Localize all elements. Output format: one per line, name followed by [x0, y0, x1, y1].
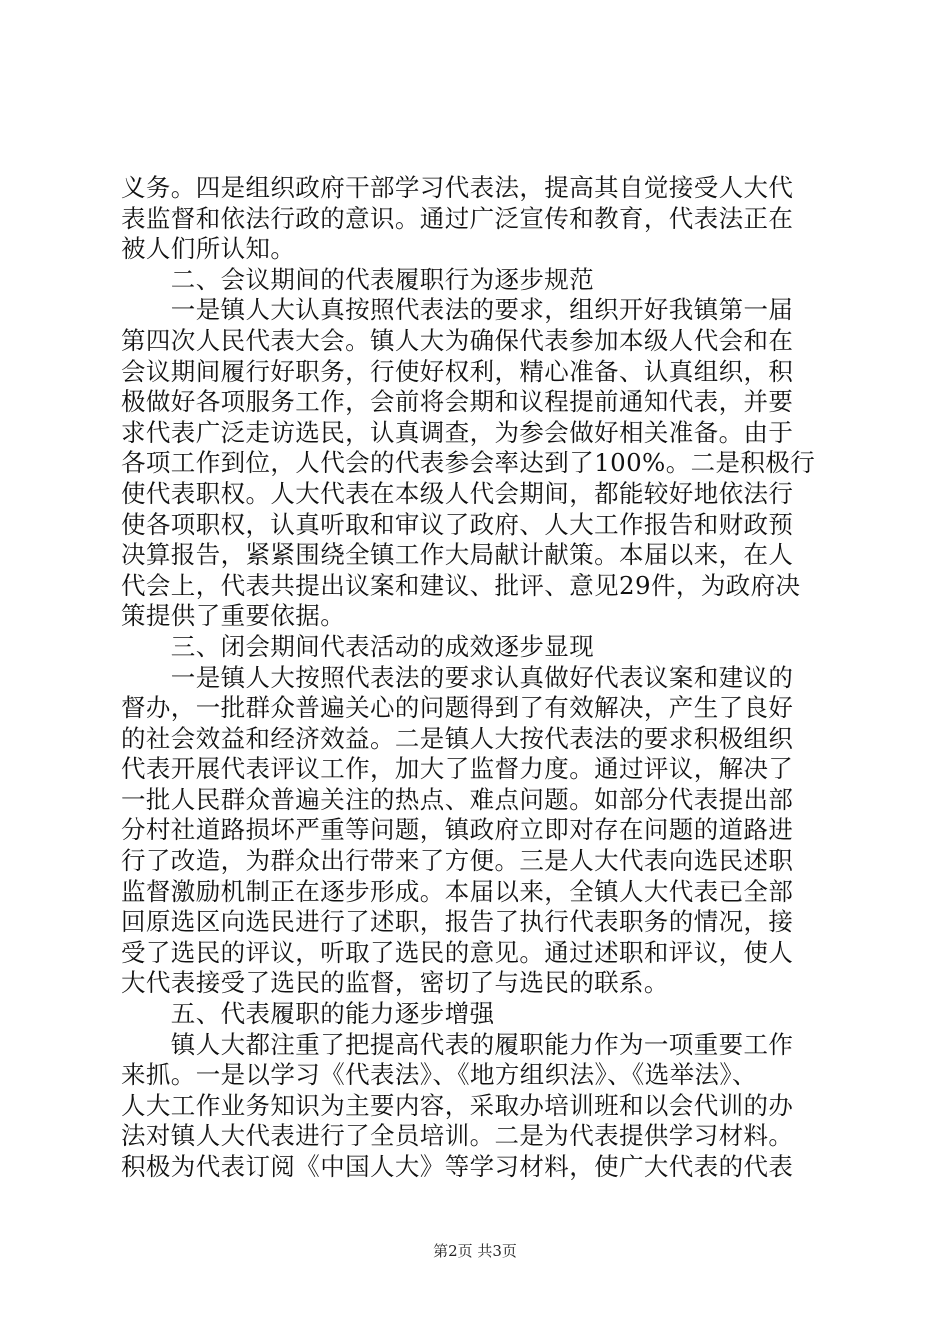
text-line: 回原选区向选民进行了述职，报告了执行代表职务的情况，接 [121, 907, 794, 937]
text-line: 代表开展代表评议工作，加大了监督力度。通过评议，解决了 [121, 754, 794, 784]
document-body [121, 173, 836, 1183]
text-line: 一是镇人大按照代表法的要求认真做好代表议案和建议的 [121, 662, 794, 692]
text-line: 法对镇人大代表进行了全员培训。二是为代表提供学习材料。 [121, 1121, 794, 1151]
text-line: 表监督和依法行政的意识。通过广泛宣传和教育，代表法正在 [121, 203, 794, 233]
text-line: 求代表广泛走访选民，认真调查，为参会做好相关准备。由于 [121, 417, 794, 447]
text-line: 行了改造，为群众出行带来了方便。三是人大代表向选民述职 [121, 846, 794, 876]
text-line: 被人们所认知。 [121, 234, 296, 264]
text-line: 受了选民的评议，听取了选民的意见。通过述职和评议，使人 [121, 937, 794, 967]
text-line: 一批人民群众普遍关注的热点、难点问题。如部分代表提出部 [121, 784, 794, 814]
text-line: 督办，一批群众普遍关心的问题得到了有效解决，产生了良好 [121, 693, 794, 723]
text-line: 分村社道路损坏严重等问题，镇政府立即对存在问题的道路进 [121, 815, 794, 845]
text-line: 积极为代表订阅《中国人大》等学习材料，使广大代表的代表 [121, 1152, 794, 1181]
text-line: 监督激励机制正在逐步形成。本届以来，全镇人大代表已全部 [121, 876, 794, 906]
text-line: 来抓。一是以学习《代表法》、《地方组织法》、《选举法》、 [121, 1060, 757, 1090]
text-line: 使各项职权，认真听取和审议了政府、人大工作报告和财政预 [121, 509, 794, 539]
page-footer: 第2页 共3页 [433, 1242, 517, 1260]
text-line: 一是镇人大认真按照代表法的要求，组织开好我镇第一届 [121, 295, 794, 325]
text-line: 决算报告，紧紧围绕全镇工作大局献计献策。本届以来，在人 [121, 540, 794, 570]
text-line: 大代表接受了选民的监督，密切了与选民的联系。 [121, 968, 669, 998]
section-heading: 三、闭会期间代表活动的成效逐步显现 [121, 631, 595, 661]
text-line: 第四次人民代表大会。镇人大为确保代表参加本级人代会和在 [121, 325, 794, 355]
text-line: 各项工作到位，人代会的代表参会率达到了100%。二是积极行 [121, 448, 816, 478]
section-heading: 二、会议期间的代表履职行为逐步规范 [121, 264, 595, 294]
text-line: 镇人大都注重了把提高代表的履职能力作为一项重要工作 [121, 1029, 794, 1059]
text-line: 使代表职权。人大代表在本级人代会期间，都能较好地依法行 [121, 478, 794, 508]
text-line: 义务。四是组织政府干部学习代表法，提高其自觉接受人大代 [121, 173, 794, 202]
section-heading: 五、代表履职的能力逐步增强 [121, 999, 495, 1029]
text-line: 极做好各项服务工作，会前将会期和议程提前通知代表，并要 [121, 387, 794, 417]
text-line: 人大工作业务知识为主要内容，采取办培训班和以会代训的办 [121, 1090, 794, 1120]
text-line: 策提供了重要依据。 [121, 601, 346, 631]
text-line: 的社会效益和经济效益。二是镇人大按代表法的要求积极组织 [121, 723, 794, 753]
text-line: 代会上，代表共提出议案和建议、批评、意见29件，为政府决 [121, 570, 801, 600]
text-line: 会议期间履行好职务，行使好权利，精心准备、认真组织，积 [121, 356, 794, 386]
